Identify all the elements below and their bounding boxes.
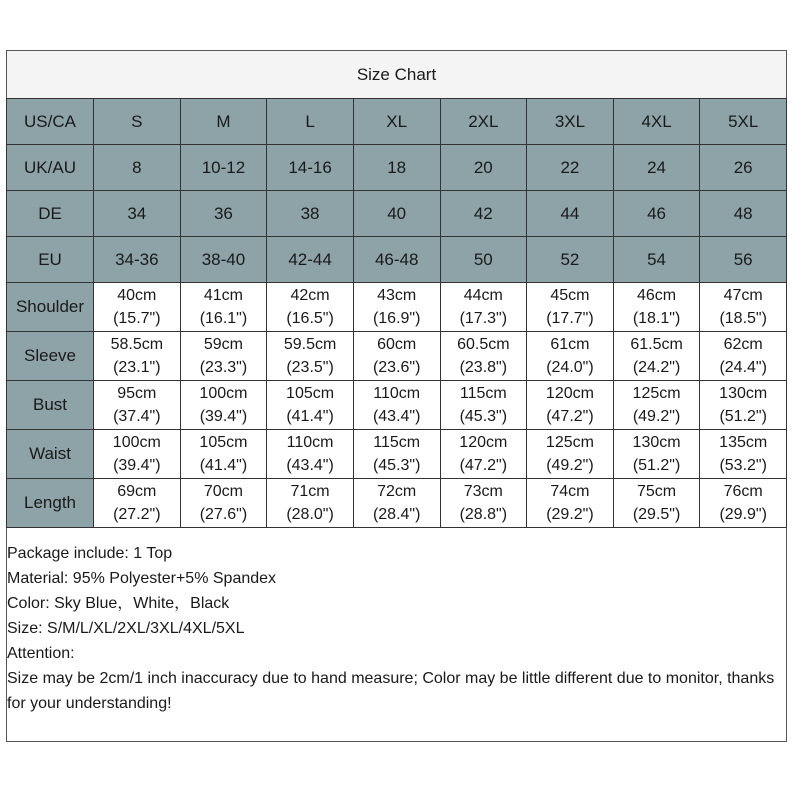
measurement-row-length xyxy=(7,479,787,528)
measurement-cell xyxy=(613,430,700,479)
inch-value: (24.0") xyxy=(546,359,594,376)
chart-title: Size Chart xyxy=(7,51,786,100)
cm-value: 71cm xyxy=(290,482,330,500)
measurement-cell xyxy=(94,430,181,479)
size-cell: XL xyxy=(353,99,440,145)
cm-value: 58.5cm xyxy=(110,335,164,353)
size-cell: S xyxy=(94,99,181,145)
size-cell: 10-12 xyxy=(180,145,267,191)
size-cell: 3XL xyxy=(527,99,614,145)
cm-value: 100cm xyxy=(199,384,248,402)
measurement-cell xyxy=(94,479,181,528)
size-cell: 4XL xyxy=(613,99,700,145)
cm-value: 41cm xyxy=(203,286,243,304)
cm-value: 115cm xyxy=(459,384,507,402)
measurement-cell xyxy=(613,332,700,381)
size-row-us-ca xyxy=(7,99,787,145)
inch-value: (23.3") xyxy=(199,359,248,376)
cm-value: 120cm xyxy=(545,384,594,402)
row-label: Sleeve xyxy=(7,332,94,381)
measurement-cell xyxy=(180,479,267,528)
cm-value: 46cm xyxy=(637,286,677,304)
cm-value: 61cm xyxy=(550,335,590,353)
inch-value: (27.6") xyxy=(199,506,248,523)
cm-value: 125cm xyxy=(545,433,594,451)
cm-value: 62cm xyxy=(723,335,763,353)
size-cell: 18 xyxy=(353,145,440,191)
cm-value: 105cm xyxy=(199,433,248,451)
measurement-cell xyxy=(700,283,787,332)
measurement-cell xyxy=(94,283,181,332)
inch-value: (18.5") xyxy=(719,310,767,327)
row-label: EU xyxy=(7,237,94,283)
inch-value: (47.2") xyxy=(459,457,508,474)
cm-value: 74cm xyxy=(550,482,590,500)
row-label: US/CA xyxy=(7,99,94,145)
cm-value: 69cm xyxy=(117,482,157,500)
size-cell: 26 xyxy=(700,145,787,191)
measurement-row-bust xyxy=(7,381,787,430)
inch-value: (45.3") xyxy=(372,457,421,474)
cm-value: 100cm xyxy=(112,433,161,451)
product-notes xyxy=(7,541,786,716)
inch-value: (16.1") xyxy=(199,310,248,327)
cm-value: 59.5cm xyxy=(283,335,337,353)
measurement-cell xyxy=(440,479,527,528)
measurement-cell xyxy=(267,430,354,479)
size-cell: 48 xyxy=(700,191,787,237)
inch-value: (29.9") xyxy=(719,506,767,523)
cm-value: 76cm xyxy=(723,482,763,500)
size-cell: 24 xyxy=(613,145,700,191)
cm-value: 42cm xyxy=(290,286,330,304)
inch-value: (49.2") xyxy=(546,457,594,474)
cm-value: 75cm xyxy=(637,482,677,500)
cm-value: 61.5cm xyxy=(630,335,683,353)
row-label: UK/AU xyxy=(7,145,94,191)
measurement-cell xyxy=(353,381,440,430)
inch-value: (17.3") xyxy=(459,310,508,327)
cm-value: 95cm xyxy=(117,384,157,402)
cm-value: 70cm xyxy=(203,482,243,500)
cm-value: 43cm xyxy=(377,286,417,304)
measurement-cell xyxy=(353,479,440,528)
measurement-row-shoulder xyxy=(7,283,787,332)
measurement-cell xyxy=(353,332,440,381)
inch-value: (15.7") xyxy=(113,310,161,327)
inch-value: (39.4") xyxy=(113,457,161,474)
measurement-cell xyxy=(700,332,787,381)
inch-value: (23.8") xyxy=(459,359,508,376)
row-label: DE xyxy=(7,191,94,237)
size-cell: 2XL xyxy=(440,99,527,145)
measurement-cell xyxy=(180,381,267,430)
cm-value: 130cm xyxy=(719,384,768,402)
size-cell: 44 xyxy=(527,191,614,237)
size-chart-table xyxy=(6,98,787,528)
measurement-cell xyxy=(527,332,614,381)
size-cell: 56 xyxy=(700,237,787,283)
cm-value: 72cm xyxy=(377,482,417,500)
measurement-cell xyxy=(180,332,267,381)
inch-value: (23.1") xyxy=(113,359,161,376)
inch-value: (41.4") xyxy=(286,408,334,425)
measurement-cell xyxy=(700,479,787,528)
size-cell: 36 xyxy=(180,191,267,237)
size-cell: 34 xyxy=(94,191,181,237)
inch-value: (18.1") xyxy=(632,310,681,327)
measurement-cell xyxy=(527,381,614,430)
cm-value: 135cm xyxy=(719,433,768,451)
note-line: Attention: xyxy=(7,645,75,662)
cm-value: 110cm xyxy=(286,433,334,451)
inch-value: (28.8") xyxy=(459,506,508,523)
size-cell: 20 xyxy=(440,145,527,191)
cm-value: 73cm xyxy=(463,482,503,500)
inch-value: (29.2") xyxy=(546,506,594,523)
measurement-cell xyxy=(353,430,440,479)
measurement-row-sleeve xyxy=(7,332,787,381)
row-label: Bust xyxy=(7,381,94,430)
size-cell: 46 xyxy=(613,191,700,237)
row-label: Shoulder xyxy=(7,283,94,332)
note-line: Color: Sky Blue，White，Black xyxy=(7,595,230,612)
cm-value: 60cm xyxy=(377,335,417,353)
note-line: Material: 95% Polyester+5% Spandex xyxy=(7,570,277,587)
size-cell: 38 xyxy=(267,191,354,237)
measurement-cell xyxy=(527,430,614,479)
measurement-cell xyxy=(353,283,440,332)
inch-value: (51.2") xyxy=(719,408,767,425)
measurement-row-waist xyxy=(7,430,787,479)
note-line: Size may be 2cm/1 inch inaccuracy due to hand measure; Color may be little different due to monitor, thanks for your understanding! xyxy=(7,670,775,712)
cm-value: 47cm xyxy=(723,286,763,304)
size-row-eu xyxy=(7,237,787,283)
cm-value: 44cm xyxy=(463,286,503,304)
cm-value: 130cm xyxy=(632,433,681,451)
measurement-cell xyxy=(527,479,614,528)
row-label: Length xyxy=(7,479,94,528)
measurement-cell xyxy=(267,283,354,332)
inch-value: (37.4") xyxy=(113,408,161,425)
inch-value: (53.2") xyxy=(719,457,767,474)
measurement-cell xyxy=(267,332,354,381)
inch-value: (47.2") xyxy=(546,408,594,425)
size-cell: 14-16 xyxy=(267,145,354,191)
measurement-cell xyxy=(94,381,181,430)
inch-value: (23.5") xyxy=(286,359,334,376)
inch-value: (45.3") xyxy=(459,408,508,425)
size-cell: 40 xyxy=(353,191,440,237)
measurement-cell xyxy=(267,479,354,528)
inch-value: (43.4") xyxy=(372,408,421,425)
size-cell: 52 xyxy=(527,237,614,283)
size-cell: 5XL xyxy=(700,99,787,145)
measurement-cell xyxy=(267,381,354,430)
measurement-cell xyxy=(180,283,267,332)
size-cell: 8 xyxy=(94,145,181,191)
cm-value: 115cm xyxy=(373,433,421,451)
inch-value: (16.9") xyxy=(372,310,421,327)
cm-value: 105cm xyxy=(286,384,335,402)
cm-value: 110cm xyxy=(373,384,421,402)
measurement-cell xyxy=(440,430,527,479)
measurement-cell xyxy=(613,381,700,430)
inch-value: (39.4") xyxy=(199,408,248,425)
inch-value: (43.4") xyxy=(286,457,334,474)
cm-value: 59cm xyxy=(203,335,243,353)
inch-value: (28.0") xyxy=(286,506,334,523)
measurement-cell xyxy=(613,283,700,332)
measurement-cell xyxy=(94,332,181,381)
size-cell: 46-48 xyxy=(353,237,440,283)
measurement-cell xyxy=(180,430,267,479)
measurement-cell xyxy=(700,381,787,430)
size-cell: 34-36 xyxy=(94,237,181,283)
inch-value: (24.4") xyxy=(719,359,767,376)
row-label: Waist xyxy=(7,430,94,479)
inch-value: (24.2") xyxy=(632,359,681,376)
cm-value: 40cm xyxy=(117,286,157,304)
size-cell: 22 xyxy=(527,145,614,191)
size-cell: 38-40 xyxy=(180,237,267,283)
size-cell: 50 xyxy=(440,237,527,283)
size-cell: 42 xyxy=(440,191,527,237)
note-line: Size: S/M/L/XL/2XL/3XL/4XL/5XL xyxy=(7,620,245,637)
measurement-cell xyxy=(700,430,787,479)
inch-value: (28.4") xyxy=(372,506,421,523)
measurement-cell xyxy=(527,283,614,332)
inch-value: (17.7") xyxy=(546,310,594,327)
size-row-uk-au xyxy=(7,145,787,191)
cm-value: 125cm xyxy=(632,384,681,402)
inch-value: (16.5") xyxy=(286,310,334,327)
inch-value: (49.2") xyxy=(632,408,681,425)
inch-value: (51.2") xyxy=(632,457,681,474)
size-cell: 42-44 xyxy=(267,237,354,283)
cm-value: 120cm xyxy=(459,433,508,451)
measurement-cell xyxy=(613,479,700,528)
size-cell: L xyxy=(267,99,354,145)
inch-value: (27.2") xyxy=(113,506,161,523)
measurement-cell xyxy=(440,283,527,332)
size-cell: M xyxy=(180,99,267,145)
measurement-cell xyxy=(440,381,527,430)
note-line: Package include: 1 Top xyxy=(7,545,173,562)
inch-value: (29.5") xyxy=(632,506,681,523)
size-row-de xyxy=(7,191,787,237)
measurement-cell xyxy=(440,332,527,381)
inch-value: (41.4") xyxy=(199,457,248,474)
inch-value: (23.6") xyxy=(372,359,421,376)
size-cell: 54 xyxy=(613,237,700,283)
cm-value: 60.5cm xyxy=(457,335,510,353)
cm-value: 45cm xyxy=(550,286,590,304)
